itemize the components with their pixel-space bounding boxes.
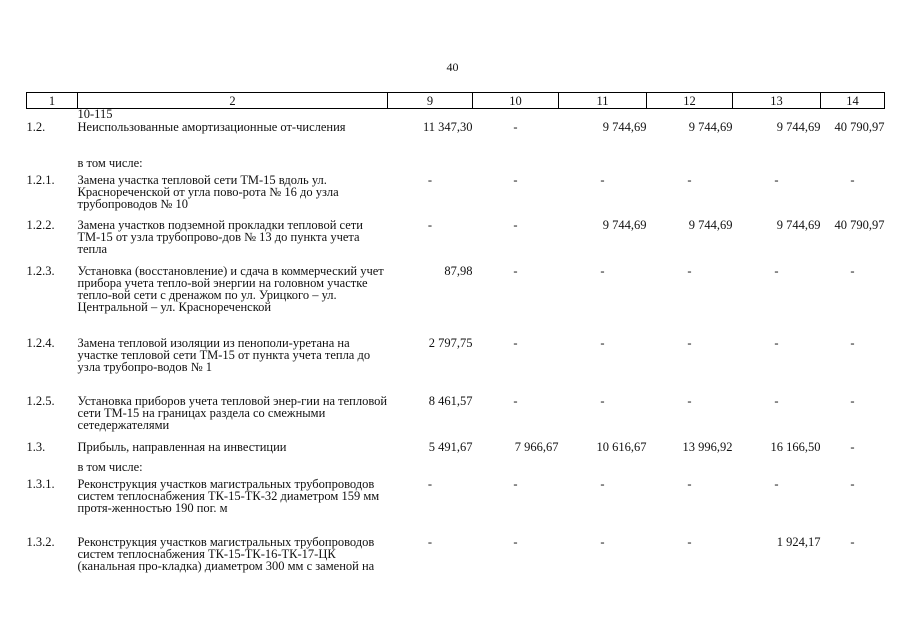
row-description: Замена участка тепловой сети ТМ-15 вдоль ул. Краснореченской от угла пово-рота № 16 до узла трубопроводов № 10 xyxy=(77,173,339,211)
value-cell: 9 744,69 xyxy=(602,120,647,134)
row-description: в том числе: xyxy=(77,156,143,170)
row-description: в том числе: xyxy=(77,460,143,474)
row-number: 1.2.1. xyxy=(26,173,55,187)
value-cell: - xyxy=(687,336,692,350)
value-cell: 5 491,67 xyxy=(428,440,473,454)
value-cell: 13 996,92 xyxy=(682,440,733,454)
value-cell: 9 744,69 xyxy=(688,218,733,232)
value-cell: - xyxy=(513,120,518,134)
value-cell: - xyxy=(600,173,605,187)
table-row xyxy=(27,395,885,441)
value-cell: 9 744,69 xyxy=(602,218,647,232)
value-cell: - xyxy=(687,477,692,491)
value-cell: - xyxy=(850,477,855,491)
column-header: 9 xyxy=(388,93,473,109)
row-number xyxy=(27,461,78,478)
row-description: Установка (восстановление) и сдача в коммерческий учет прибора учета тепло-вой энергии на головном участке тепло-вой сети с дренажом по ул. Урицкого – ул. Центральной – ул. Краснореченской xyxy=(77,264,384,314)
value-cell: 11 347,30 xyxy=(422,120,473,134)
value-cell: - xyxy=(687,535,692,549)
value-cell: - xyxy=(513,477,518,491)
value-cell: - xyxy=(600,535,605,549)
table-row xyxy=(27,219,885,265)
value-cell: - xyxy=(850,440,855,454)
table-row xyxy=(27,174,885,219)
value-cell: 40 790,97 xyxy=(834,120,885,134)
value-cell: - xyxy=(774,173,779,187)
value-cell: 2 797,75 xyxy=(428,336,473,350)
value-cell: 87,98 xyxy=(444,264,473,278)
value-cell: - xyxy=(850,173,855,187)
row-number: 1.2.3. xyxy=(26,264,55,278)
value-cell: 1 924,17 xyxy=(776,535,821,549)
row-number: 1.2.2. xyxy=(26,218,55,232)
value-cell: - xyxy=(513,264,518,278)
value-cell: 10 616,67 xyxy=(596,440,647,454)
value-cell: - xyxy=(513,218,518,232)
value-cell: 7 966,67 xyxy=(514,440,559,454)
table-row xyxy=(27,265,885,337)
row-description: Реконструкция участков магистральных трубопроводов систем теплоснабжения ТК-15-ТК-16-ТК-17-ЦК (канальная про-кладка) диаметром 300 мм с заменой на xyxy=(77,535,375,573)
value-cell: - xyxy=(427,218,433,232)
table-row xyxy=(27,478,885,536)
row-number: 1.3.2. xyxy=(26,535,55,549)
row-number: 1.3.1. xyxy=(26,477,55,491)
column-header: 11 xyxy=(559,93,647,109)
value-cell: - xyxy=(687,173,692,187)
row-description: Неиспользованные амортизационные от-числения xyxy=(77,120,346,134)
value-cell: - xyxy=(513,173,518,187)
value-cell: - xyxy=(687,394,692,408)
page-number: 40 xyxy=(446,60,459,74)
column-header: 12 xyxy=(647,93,733,109)
row-number: 1.2.5. xyxy=(26,394,55,408)
value-cell: 16 166,50 xyxy=(770,440,821,454)
value-cell: - xyxy=(774,264,779,278)
value-cell: - xyxy=(427,535,433,549)
value-cell: - xyxy=(427,173,433,187)
value-cell: - xyxy=(774,336,779,350)
value-cell: - xyxy=(600,394,605,408)
column-header: 2 xyxy=(78,93,388,109)
value-cell: - xyxy=(687,264,692,278)
column-header: 10 xyxy=(473,93,559,109)
table-row xyxy=(27,536,885,592)
column-header: 13 xyxy=(733,93,821,109)
table-row xyxy=(27,337,885,395)
value-cell: - xyxy=(513,394,518,408)
value-cell: - xyxy=(600,477,605,491)
row-description: Замена тепловой изоляции из пенополи-уретана на участке тепловой сети ТМ-15 от пункта учета тепла до узла трубопро-водов № 1 xyxy=(77,336,371,374)
value-cell: - xyxy=(850,535,855,549)
value-cell: 9 744,69 xyxy=(776,120,821,134)
row-number xyxy=(27,157,78,174)
value-cell: - xyxy=(774,477,779,491)
table-row xyxy=(27,121,885,157)
row-description: Реконструкция участков магистральных трубопроводов систем теплоснабжения ТК-15-ТК-32 диаметром 159 мм протя-женностью 190 пог. м xyxy=(77,477,380,515)
row-number: 1.2. xyxy=(26,120,46,134)
column-header: 14 xyxy=(821,93,885,109)
row-description: Замена участков подземной прокладки тепловой сети ТМ-15 от узла трубопрово-дов № 13 до пункта учета тепла xyxy=(77,218,363,256)
table-row xyxy=(27,461,885,478)
value-cell: - xyxy=(513,535,518,549)
value-cell: - xyxy=(850,394,855,408)
value-cell: - xyxy=(513,336,518,350)
value-cell: - xyxy=(600,336,605,350)
table-row xyxy=(27,157,885,174)
value-cell: - xyxy=(600,264,605,278)
value-cell: - xyxy=(427,477,433,491)
value-cell: 8 461,57 xyxy=(428,394,473,408)
row-number: 1.2.4. xyxy=(26,336,55,350)
continued-text-fragment: 10-115 xyxy=(77,109,113,121)
column-header: 1 xyxy=(27,93,78,109)
value-cell: - xyxy=(850,336,855,350)
table-header-row xyxy=(27,93,885,109)
data-table xyxy=(26,92,885,592)
value-cell: 9 744,69 xyxy=(776,218,821,232)
row-description: Установка приборов учета тепловой энер-гии на тепловой сети ТМ-15 на границах раздела со смежными сетедержателями xyxy=(77,394,388,432)
row-number: 1.3. xyxy=(26,440,46,454)
value-cell: - xyxy=(774,394,779,408)
value-cell: 9 744,69 xyxy=(688,120,733,134)
row-description: Прибыль, направленная на инвестиции xyxy=(77,440,287,454)
value-cell: - xyxy=(850,264,855,278)
table-row xyxy=(27,441,885,461)
value-cell: 40 790,97 xyxy=(834,218,885,232)
